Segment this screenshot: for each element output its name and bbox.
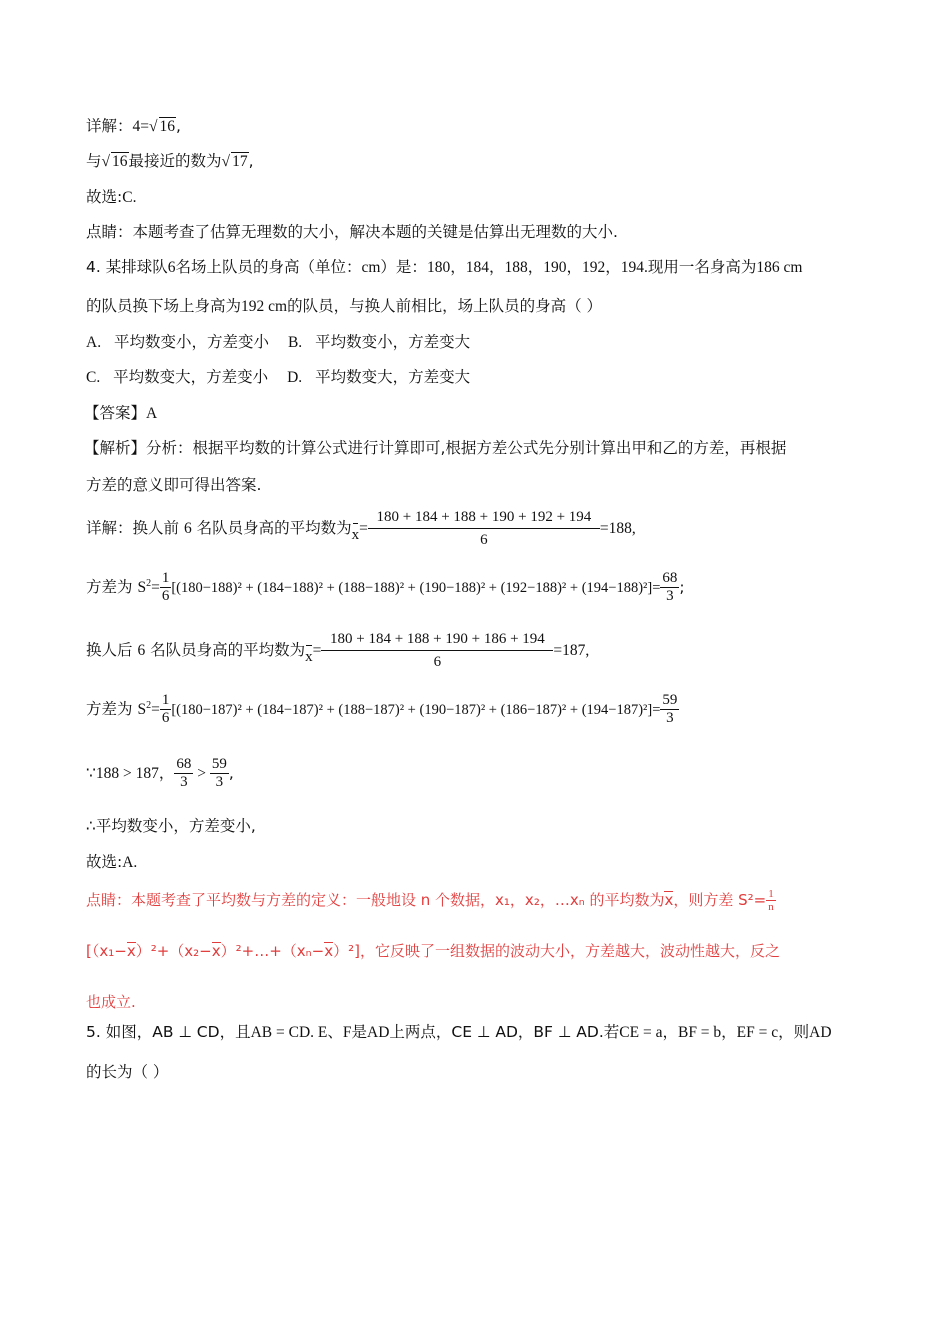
q5-text-e: 上两点，CE ⊥ AD，BF ⊥ AD. [389, 1023, 604, 1041]
label-choice: 故选: [86, 188, 123, 206]
note-text-1b: ，则方差 S²= [673, 891, 767, 909]
note-text-1a: 点睛：本题考查了平均数与方差的定义：一般地设 n 个数据，x₁，x₂，…xₙ 的平均数为 [86, 891, 665, 909]
q5-text-g: CE = a，BF = b，EF = c， [619, 1024, 794, 1041]
fraction-denominator: 3 [666, 710, 674, 726]
variance-expression: [(180−187)² + (184−187)² + (188−187)² + (190−187)² + (186−187)² + (194−187)²]= [171, 702, 661, 718]
q5-text-h: 则 [793, 1023, 810, 1041]
fraction-denominator: 6 [161, 710, 170, 726]
mean-symbol: x [211, 942, 221, 960]
note-text-2c: ）²+…+（xₙ− [220, 942, 325, 960]
answer-line [84, 402, 157, 425]
note-line-3: 也成立. [86, 993, 136, 1011]
q5-text-i: AD [809, 1024, 832, 1041]
calc1-text-c: 名队员身高的平均数为 [196, 519, 352, 537]
q5-text-f: 若 [603, 1023, 620, 1041]
analysis-line-2: 方差的意义即可得出答案. [86, 476, 262, 494]
q4-text-e: ）是： [380, 258, 427, 276]
fraction-numerator: 1 [161, 570, 170, 586]
options-row-1 [86, 331, 470, 354]
variance-expression: [(180−188)² + (184−188)² + (188−188)² + (190−188)² + (192−188)² + (194−188)²]= [171, 580, 661, 596]
variance-symbol: S [137, 701, 147, 718]
equals: = [312, 642, 322, 659]
fraction-numerator: 68 [176, 756, 192, 772]
calc-variance-before [86, 570, 685, 605]
calc3-text-c: 名队员身高的平均数为 [150, 641, 306, 659]
semicolon: ; [679, 578, 685, 596]
calc4-text-a: 方差为 [86, 700, 133, 718]
text-with: 与 [86, 152, 102, 170]
fraction-one-n [766, 888, 776, 913]
choice-line-1 [86, 186, 136, 209]
q4-text-2c: 的队员，与换人前相比，场上队员的身高（ ） [287, 297, 603, 315]
q4-text-2a: 的队员换下场上身高为 [86, 297, 242, 315]
fraction-numerator: 1 [161, 692, 170, 708]
choice-value: C. [122, 189, 137, 206]
sqrt-17: 17 [232, 153, 248, 170]
mean-symbol: x [126, 942, 136, 960]
fraction-denominator: 6 [161, 588, 170, 604]
calc-compare [86, 756, 234, 791]
equals: = [359, 520, 368, 537]
q5-text-d: AD [367, 1024, 390, 1041]
fraction-68-3 [174, 756, 193, 791]
q5-text-c: 是 [351, 1023, 367, 1041]
choice-line-2 [86, 851, 137, 874]
question-5-line-2: 的长为（ ） [86, 1063, 169, 1081]
fraction-denominator: 6 [433, 654, 442, 670]
question-4-line-2 [86, 295, 602, 318]
fraction-59-3 [210, 756, 229, 791]
comma: , [176, 117, 181, 135]
fraction-one-sixth [160, 692, 172, 727]
fraction-mean-before [368, 506, 600, 551]
variance-symbol: S [137, 579, 147, 596]
sqrt-16: 16 [159, 118, 176, 135]
note-line-2 [86, 940, 780, 962]
comment-line-1: 点睛：本题考查了估算无理数的大小，解决本题的关键是估算出无理数的大小. [86, 223, 618, 241]
fraction-denominator: 3 [180, 774, 188, 790]
mean-symbol: x [305, 646, 313, 668]
q4-heights: 180，184，188，190，192，194. [426, 259, 648, 276]
equals: = [151, 579, 160, 596]
q4-count: 6 [167, 259, 176, 276]
fraction-denominator: n [768, 901, 774, 913]
option-c-letter: C. [86, 369, 101, 386]
answer-label: 【答案】 [84, 404, 147, 422]
compare-means: ∵188 > 187， [86, 765, 175, 782]
option-a-text: 平均数变小，方差变小 [114, 333, 270, 351]
fraction-numerator: 68 [662, 570, 678, 586]
calc-mean-after [86, 628, 589, 673]
options-row-2 [86, 366, 470, 389]
note-text-2b: ）²+（x₂− [135, 942, 212, 960]
detail-line-2: 与√ 16最接近的数为√ 17, [86, 152, 254, 170]
mean-symbol: x [352, 524, 360, 546]
calc3-count: 6 [137, 642, 146, 659]
fraction-denominator: 3 [215, 774, 224, 790]
fraction-denominator: 6 [480, 532, 488, 548]
option-a-letter: A. [86, 334, 102, 351]
greater-than: > [193, 765, 210, 782]
fraction-numerator: 180 + 184 + 188 + 190 + 192 + 194 [368, 506, 600, 529]
conclusion-line: ∴平均数变小，方差变小, [86, 817, 256, 835]
fraction-68-3 [660, 570, 679, 605]
equals: = [151, 701, 160, 718]
calc1-count: 6 [183, 520, 192, 537]
q4-text-a: 4. 某排球队 [86, 258, 168, 276]
fraction-mean-after [321, 628, 553, 673]
superscript: 2 [146, 699, 152, 711]
note-line-1 [86, 888, 776, 913]
fraction-59-3 [660, 692, 679, 727]
q5-text-b: AB = CD. E、F [250, 1024, 352, 1041]
fraction-numerator: 180 + 184 + 188 + 190 + 186 + 194 [321, 628, 553, 651]
q4-old-height: 192 cm [241, 298, 288, 315]
note-text-2a: [（x₁− [86, 942, 127, 960]
option-b-text: 平均数变小，方差变大 [315, 333, 471, 351]
option-d-text: 平均数变大，方差变大 [315, 368, 471, 386]
fraction-denominator: 3 [666, 588, 674, 604]
superscript: 2 [146, 577, 152, 589]
question-5-line-1 [86, 1021, 832, 1044]
option-d-letter: D. [287, 369, 303, 386]
comma: , [228, 764, 234, 782]
detail-line-1: 详解：4=√ 16, [86, 117, 181, 135]
calc3-result: =187, [553, 642, 590, 659]
calc-variance-after [86, 692, 679, 727]
calc2-text-a: 方差为 [86, 578, 133, 596]
note-text-2d: ）²]，它反映了一组数据的波动大小，方差越大，波动性越大，反之 [333, 942, 780, 960]
q4-new-height: 186 cm [756, 259, 803, 276]
q5-text-a: 5. 如图，AB ⊥ CD，且 [86, 1023, 251, 1041]
q4-unit: cm [361, 259, 381, 276]
fraction-numerator: 59 [662, 692, 678, 708]
calc1-result: =188, [599, 520, 636, 537]
q4-text-c: 名场上队员的身高（单位： [175, 258, 362, 276]
option-c-text: 平均数变大，方差变小 [113, 368, 269, 386]
mean-symbol: x [324, 942, 334, 960]
calc3-text-a: 换人后 [86, 641, 133, 659]
analysis-line-1: 【解析】分析：根据平均数的计算公式进行计算即可,根据方差公式先分别计算出甲和乙的方差，再根据 [84, 439, 787, 457]
calc-mean-before [86, 506, 636, 551]
option-b-letter: B. [287, 334, 303, 351]
fraction-numerator: 1 [768, 888, 774, 900]
math-4-eq: 4= [132, 118, 150, 135]
question-4-line-1 [86, 256, 802, 279]
answer-value: A [146, 405, 158, 422]
label-detail: 详解： [86, 117, 133, 135]
mean-symbol: x [664, 891, 674, 909]
comma: , [248, 152, 254, 170]
q4-text-g: 现用一名身高为 [647, 258, 757, 276]
calc1-text-a: 详解：换人前 [86, 519, 180, 537]
fraction-one-sixth [160, 570, 172, 605]
sqrt-16: 16 [112, 153, 128, 170]
fraction-numerator: 59 [211, 756, 227, 772]
choice-value: A. [122, 854, 138, 871]
text-closest: 最接近的数为 [128, 152, 222, 170]
label-choice: 故选: [86, 853, 123, 871]
